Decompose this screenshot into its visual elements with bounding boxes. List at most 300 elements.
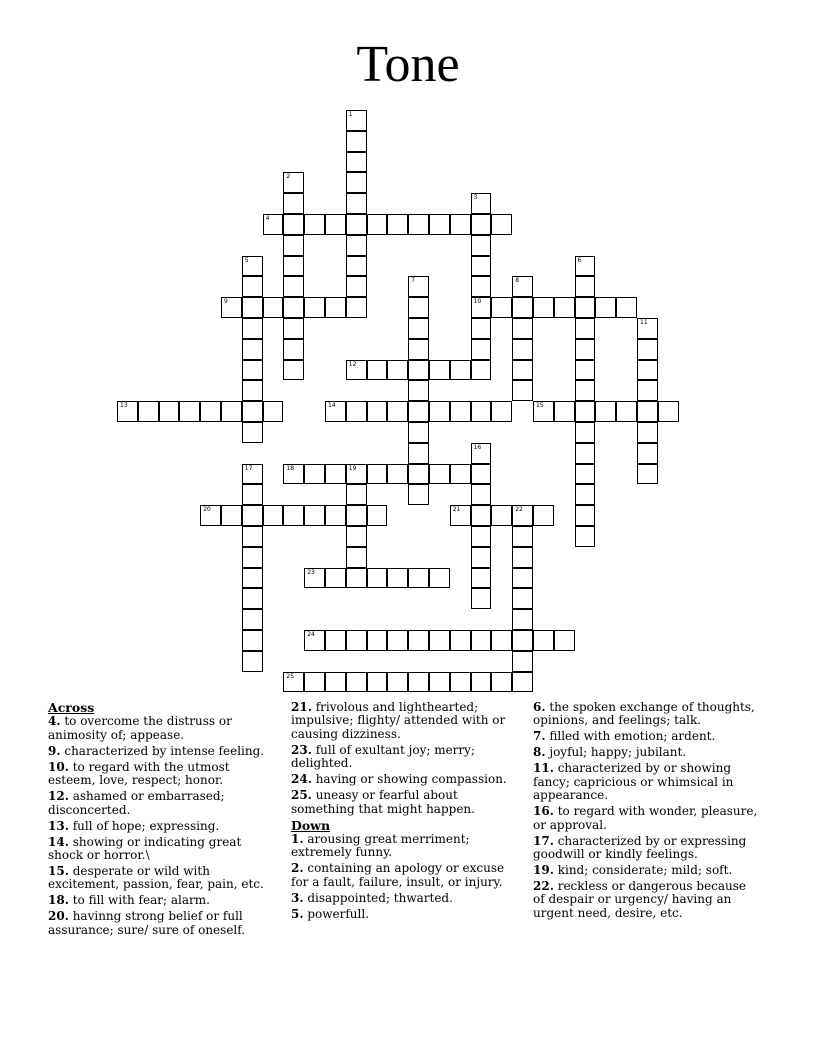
cell-number: 10 [473, 298, 482, 306]
grid-cell[interactable] [575, 297, 596, 318]
cell-number: 19 [348, 464, 357, 472]
grid-cell[interactable] [283, 318, 304, 339]
grid-cell[interactable] [242, 609, 263, 630]
clue-number: 7. [533, 729, 546, 744]
grid-cell[interactable] [346, 401, 367, 422]
grid-cell[interactable] [242, 568, 263, 589]
grid-cell[interactable] [242, 651, 263, 672]
grid-cell[interactable] [346, 276, 367, 297]
grid-cell[interactable] [346, 193, 367, 214]
grid-cell[interactable] [283, 297, 304, 318]
grid-cell[interactable] [471, 276, 492, 297]
grid-cell[interactable] [283, 339, 304, 360]
grid-cell[interactable] [450, 360, 471, 381]
clue-down-1 [291, 833, 516, 860]
grid-cell[interactable] [637, 443, 658, 464]
cell-number: 25 [286, 672, 295, 680]
grid-cell[interactable] [575, 276, 596, 297]
grid-cell[interactable] [450, 214, 471, 235]
grid-cell[interactable] [221, 297, 242, 318]
clue-number: 16. [533, 804, 554, 819]
grid-cell[interactable] [512, 505, 533, 526]
clue-number: 19. [533, 863, 554, 878]
clue-across-9 [48, 745, 273, 758]
grid-cell[interactable] [346, 630, 367, 651]
cell-number: 13 [120, 402, 128, 410]
clue-across-10 [48, 761, 273, 788]
grid-cell[interactable] [242, 401, 263, 422]
grid-cell[interactable] [595, 401, 616, 422]
clue-column-1 [48, 701, 273, 940]
grid-cell[interactable] [179, 401, 200, 422]
grid-cell[interactable] [471, 505, 492, 526]
grid-cell[interactable] [512, 609, 533, 630]
grid-cell[interactable] [450, 464, 471, 485]
grid-cell[interactable] [283, 464, 304, 485]
grid-cell[interactable] [512, 380, 533, 401]
grid-cell[interactable] [491, 630, 512, 651]
grid-cell[interactable] [408, 380, 429, 401]
grid-cell[interactable] [575, 360, 596, 381]
grid-cell[interactable] [387, 464, 408, 485]
grid-cell[interactable] [408, 484, 429, 505]
clue-across-4 [48, 715, 273, 742]
grid-cell[interactable] [387, 214, 408, 235]
grid-cell[interactable] [304, 568, 325, 589]
grid-cell[interactable] [408, 297, 429, 318]
clue-across-14 [48, 836, 273, 863]
grid-cell[interactable] [346, 526, 367, 547]
grid-cell[interactable] [554, 401, 575, 422]
grid-cell[interactable] [346, 214, 367, 235]
grid-cell[interactable] [471, 401, 492, 422]
grid-cell[interactable] [387, 401, 408, 422]
grid-cell[interactable] [554, 297, 575, 318]
grid-cell[interactable] [575, 318, 596, 339]
clue-text: full of exultant joy; merry; delighted. [291, 742, 475, 771]
grid-cell[interactable] [242, 526, 263, 547]
clue-text: having or showing compassion. [311, 772, 507, 787]
grid-cell[interactable] [242, 297, 263, 318]
clue-number: 10. [48, 759, 69, 774]
grid-cell[interactable] [346, 505, 367, 526]
grid-cell[interactable] [325, 568, 346, 589]
grid-cell[interactable] [408, 318, 429, 339]
grid-cell[interactable] [471, 214, 492, 235]
clue-across-24 [291, 773, 516, 786]
grid-cell[interactable] [283, 193, 304, 214]
cell-number: 9 [224, 298, 228, 306]
grid-cell[interactable] [471, 526, 492, 547]
grid-cell[interactable] [533, 297, 554, 318]
grid-cell[interactable] [346, 235, 367, 256]
grid-cell[interactable] [429, 360, 450, 381]
cell-number: 15 [536, 402, 544, 410]
clue-number: 18. [48, 893, 69, 908]
grid-cell[interactable] [408, 464, 429, 485]
grid-cell[interactable] [429, 672, 450, 693]
grid-cell[interactable] [367, 630, 388, 651]
cell-number: 4 [265, 215, 270, 222]
grid-cell[interactable] [491, 505, 512, 526]
across-heading: Across [48, 700, 95, 715]
clue-number: 21. [291, 700, 312, 714]
grid-cell[interactable] [471, 297, 492, 318]
clue-down-5 [291, 908, 516, 921]
clue-text: reckless or dangerous because of despair or urgency/ having an urgent need, desire, etc. [533, 879, 747, 920]
grid-cell[interactable] [304, 630, 325, 651]
grid-cell[interactable] [346, 131, 367, 152]
clue-text: joyful; happy; jubilant. [545, 745, 687, 760]
clue-text: characterized by or expressing goodwill or kindly feelings. [533, 833, 747, 862]
clue-across-12 [48, 790, 273, 817]
grid-cell[interactable] [221, 505, 242, 526]
grid-cell[interactable] [491, 672, 512, 693]
clue-text: filled with emotion; ardent. [545, 729, 716, 744]
grid-cell[interactable] [263, 297, 284, 318]
grid-cell[interactable] [471, 568, 492, 589]
grid-cell[interactable] [346, 484, 367, 505]
grid-cell[interactable] [408, 339, 429, 360]
grid-cell[interactable] [387, 568, 408, 589]
grid-cell[interactable] [325, 464, 346, 485]
grid-cell[interactable] [637, 339, 658, 360]
clue-number: 23. [291, 742, 312, 757]
grid-cell[interactable] [450, 401, 471, 422]
clue-across-20 [48, 910, 273, 937]
grid-cell[interactable] [242, 505, 263, 526]
grid-cell[interactable] [637, 380, 658, 401]
grid-cell[interactable] [283, 214, 304, 235]
grid-cell[interactable] [283, 172, 304, 193]
grid-cell[interactable] [429, 214, 450, 235]
grid-cell[interactable] [575, 339, 596, 360]
clue-text: characterized by intense feeling. [60, 743, 265, 758]
grid-cell[interactable] [429, 401, 450, 422]
grid-cell[interactable] [408, 401, 429, 422]
grid-cell[interactable] [575, 256, 596, 277]
clue-number: 15. [48, 864, 69, 879]
cell-number: 12 [348, 360, 357, 368]
grid-cell[interactable] [471, 464, 492, 485]
clue-number: 13. [48, 818, 69, 833]
clue-number: 11. [533, 761, 554, 776]
clue-down-7 [533, 730, 758, 743]
cell-number: 24 [307, 631, 315, 638]
clue-number: 8. [533, 745, 546, 760]
clue-across-21 [291, 701, 516, 741]
grid-cell[interactable] [325, 401, 346, 422]
grid-cell[interactable] [283, 235, 304, 256]
grid-cell[interactable] [242, 464, 263, 485]
clue-across-25 [291, 789, 516, 816]
clue-text: arousing great merriment; extremely funny. [291, 832, 470, 860]
grid-cell[interactable] [200, 505, 221, 526]
clue-number: 2. [291, 861, 304, 876]
clue-text: ashamed or embarrased; disconcerted. [48, 789, 225, 817]
grid-cell[interactable] [575, 484, 596, 505]
grid-cell[interactable] [408, 422, 429, 443]
cell-number: 2 [286, 173, 291, 181]
grid-cell[interactable] [471, 256, 492, 277]
clue-text: to regard with wonder, pleasure, or approval. [533, 804, 758, 832]
grid-cell[interactable] [242, 547, 263, 568]
grid-cell[interactable] [283, 505, 304, 526]
grid-cell[interactable] [429, 464, 450, 485]
grid-cell[interactable] [450, 505, 471, 526]
grid-cell[interactable] [117, 401, 138, 422]
clue-number: 3. [291, 890, 304, 905]
grid-cell[interactable] [512, 588, 533, 609]
cell-number: 22 [515, 506, 523, 514]
clue-number: 12. [48, 789, 69, 804]
grid-cell[interactable] [408, 568, 429, 589]
clue-text: uneasy or fearful about something that might happen. [291, 788, 475, 816]
grid-cell[interactable] [367, 505, 388, 526]
grid-cell[interactable] [554, 630, 575, 651]
grid-cell[interactable] [575, 401, 596, 422]
clue-number: 6. [533, 700, 546, 714]
grid-cell[interactable] [658, 401, 679, 422]
cell-number: 5 [244, 256, 249, 264]
clue-text: powerfull. [303, 906, 370, 921]
grid-cell[interactable] [367, 672, 388, 693]
grid-cell[interactable] [575, 380, 596, 401]
grid-cell[interactable] [346, 256, 367, 277]
clue-down-22 [533, 880, 758, 920]
clue-down-11 [533, 762, 758, 802]
down-heading: Down [291, 817, 331, 833]
grid-cell[interactable] [242, 484, 263, 505]
grid-cell[interactable] [346, 547, 367, 568]
clue-down-19 [533, 864, 758, 877]
grid-cell[interactable] [242, 422, 263, 443]
grid-cell[interactable] [471, 318, 492, 339]
clue-number: 22. [533, 879, 554, 894]
grid-cell[interactable] [346, 464, 367, 485]
grid-cell[interactable] [346, 172, 367, 193]
grid-cell[interactable] [283, 276, 304, 297]
cell-number: 21 [452, 506, 461, 514]
grid-cell[interactable] [512, 360, 533, 381]
clue-number: 14. [48, 834, 69, 849]
grid-cell[interactable] [637, 422, 658, 443]
grid-cell[interactable] [471, 484, 492, 505]
grid-cell[interactable] [637, 318, 658, 339]
grid-cell[interactable] [346, 568, 367, 589]
grid-cell[interactable] [367, 568, 388, 589]
clue-across-13 [48, 820, 273, 833]
clue-down-17 [533, 835, 758, 862]
grid-cell[interactable] [283, 672, 304, 693]
grid-cell[interactable] [491, 297, 512, 318]
clue-text: to overcome the distruss or animosity of; appease. [48, 714, 232, 742]
cell-number: 20 [203, 506, 211, 514]
clue-column-2 [291, 701, 516, 924]
clue-number: 17. [533, 833, 554, 848]
clue-text: characterized by or showing fancy; capricious or whimsical in appearance. [533, 761, 734, 803]
grid-cell[interactable] [242, 630, 263, 651]
clue-number: 5. [291, 906, 304, 921]
grid-cell[interactable] [242, 588, 263, 609]
grid-cell[interactable] [471, 443, 492, 464]
grid-cell[interactable] [512, 339, 533, 360]
clue-text: disappointed; thwarted. [303, 890, 453, 905]
grid-cell[interactable] [263, 505, 284, 526]
grid-cell[interactable] [637, 464, 658, 485]
grid-cell[interactable] [325, 214, 346, 235]
clue-text: full of hope; expressing. [68, 818, 220, 833]
grid-cell[interactable] [429, 568, 450, 589]
grid-cell[interactable] [304, 672, 325, 693]
grid-cell[interactable] [471, 588, 492, 609]
clue-down-8 [533, 746, 758, 759]
grid-cell[interactable] [242, 276, 263, 297]
grid-cell[interactable] [325, 630, 346, 651]
grid-cell[interactable] [346, 297, 367, 318]
grid-cell[interactable] [325, 505, 346, 526]
grid-cell[interactable] [367, 360, 388, 381]
grid-cell[interactable] [533, 401, 554, 422]
clue-column-3 [533, 701, 758, 923]
grid-cell[interactable] [512, 297, 533, 318]
grid-cell[interactable] [408, 672, 429, 693]
grid-cell[interactable] [387, 630, 408, 651]
grid-cell[interactable] [575, 443, 596, 464]
clue-number: 4. [48, 714, 61, 729]
grid-cell[interactable] [408, 360, 429, 381]
clue-text: havinng strong belief or full assurance; sure/ sure of oneself. [48, 909, 246, 937]
grid-cell[interactable] [242, 360, 263, 381]
clue-number: 9. [48, 743, 61, 758]
clue-down-2 [291, 862, 516, 889]
grid-cell[interactable] [616, 401, 637, 422]
grid-cell[interactable] [304, 214, 325, 235]
cell-number: 3 [473, 194, 478, 202]
grid-cell[interactable] [512, 547, 533, 568]
grid-cell[interactable] [471, 193, 492, 214]
grid-cell[interactable] [387, 672, 408, 693]
grid-cell[interactable] [346, 672, 367, 693]
grid-cell[interactable] [471, 672, 492, 693]
grid-cell[interactable] [304, 464, 325, 485]
grid-cell[interactable] [512, 526, 533, 547]
grid-cell[interactable] [242, 256, 263, 277]
grid-cell[interactable] [283, 256, 304, 277]
grid-cell[interactable] [575, 464, 596, 485]
grid-cell[interactable] [221, 401, 242, 422]
clue-across-15 [48, 865, 273, 892]
clue-number: 24. [291, 772, 312, 787]
grid-cell[interactable] [471, 235, 492, 256]
grid-cell[interactable] [512, 318, 533, 339]
clue-text: the spoken exchange of thoughts, opinions, and feelings; talk. [533, 700, 755, 728]
grid-cell[interactable] [637, 401, 658, 422]
grid-cell[interactable] [242, 318, 263, 339]
grid-cell[interactable] [346, 360, 367, 381]
clue-text: kind; considerate; mild; soft. [553, 863, 733, 878]
grid-cell[interactable] [512, 672, 533, 693]
grid-cell[interactable] [367, 401, 388, 422]
grid-cell[interactable] [346, 152, 367, 173]
grid-cell[interactable] [304, 297, 325, 318]
grid-cell[interactable] [325, 672, 346, 693]
grid-cell[interactable] [367, 214, 388, 235]
grid-cell[interactable] [283, 360, 304, 381]
grid-cell[interactable] [263, 214, 284, 235]
clue-number: 25. [291, 788, 312, 803]
grid-cell[interactable] [325, 297, 346, 318]
grid-cell[interactable] [408, 276, 429, 297]
grid-cell[interactable] [408, 443, 429, 464]
grid-cell[interactable] [450, 630, 471, 651]
grid-cell[interactable] [471, 339, 492, 360]
grid-cell[interactable] [408, 630, 429, 651]
clue-text: desperate or wild with excitement, passion, fear, pain, etc. [48, 864, 264, 892]
clue-down-16 [533, 805, 758, 832]
cell-number: 6 [577, 256, 582, 264]
cell-number: 8 [515, 277, 520, 285]
cell-number: 7 [411, 277, 416, 285]
grid-cell[interactable] [533, 630, 554, 651]
cell-number: 17 [244, 464, 253, 472]
grid-cell[interactable] [512, 568, 533, 589]
grid-cell[interactable] [471, 547, 492, 568]
grid-cell[interactable] [512, 276, 533, 297]
cell-number: 23 [307, 568, 315, 576]
grid-cell[interactable] [575, 526, 596, 547]
grid-cell[interactable] [637, 360, 658, 381]
grid-cell[interactable] [491, 401, 512, 422]
grid-cell[interactable] [471, 360, 492, 381]
grid-cell[interactable] [575, 505, 596, 526]
grid-cell[interactable] [263, 401, 284, 422]
grid-cell[interactable] [367, 464, 388, 485]
cell-number: 16 [473, 443, 482, 451]
clue-text: to regard with the utmost esteem, love, respect; honor. [48, 759, 230, 788]
clue-down-3 [291, 892, 516, 905]
grid-cell[interactable] [429, 630, 450, 651]
cell-number: 14 [328, 402, 336, 410]
grid-cell[interactable] [387, 360, 408, 381]
grid-cell[interactable] [242, 380, 263, 401]
grid-cell[interactable] [304, 505, 325, 526]
cell-number: 11 [640, 319, 648, 326]
grid-cell[interactable] [471, 630, 492, 651]
clue-text: containing an apology or excuse for a fault, failure, insult, or injury. [291, 861, 505, 889]
clue-text: showing or indicating great shock or horror.\ [48, 834, 242, 863]
grid-cell[interactable] [450, 672, 471, 693]
grid-cell[interactable] [595, 297, 616, 318]
cell-number: 18 [286, 464, 295, 472]
clue-number: 1. [291, 832, 304, 847]
grid-cell[interactable] [159, 401, 180, 422]
grid-cell[interactable] [408, 214, 429, 235]
grid-cell[interactable] [491, 214, 512, 235]
grid-cell[interactable] [242, 339, 263, 360]
grid-cell[interactable] [346, 110, 367, 131]
grid-cell[interactable] [533, 505, 554, 526]
grid-cell[interactable] [200, 401, 221, 422]
clue-text: to fill with fear; alarm. [68, 893, 210, 908]
grid-cell[interactable] [616, 297, 637, 318]
grid-cell[interactable] [512, 651, 533, 672]
cell-number: 1 [348, 111, 353, 118]
clue-text: frivolous and lighthearted; impulsive; flighty/ attended with or causing dizziness. [291, 700, 506, 741]
grid-cell[interactable] [512, 630, 533, 651]
grid-cell[interactable] [138, 401, 159, 422]
grid-cell[interactable] [575, 422, 596, 443]
